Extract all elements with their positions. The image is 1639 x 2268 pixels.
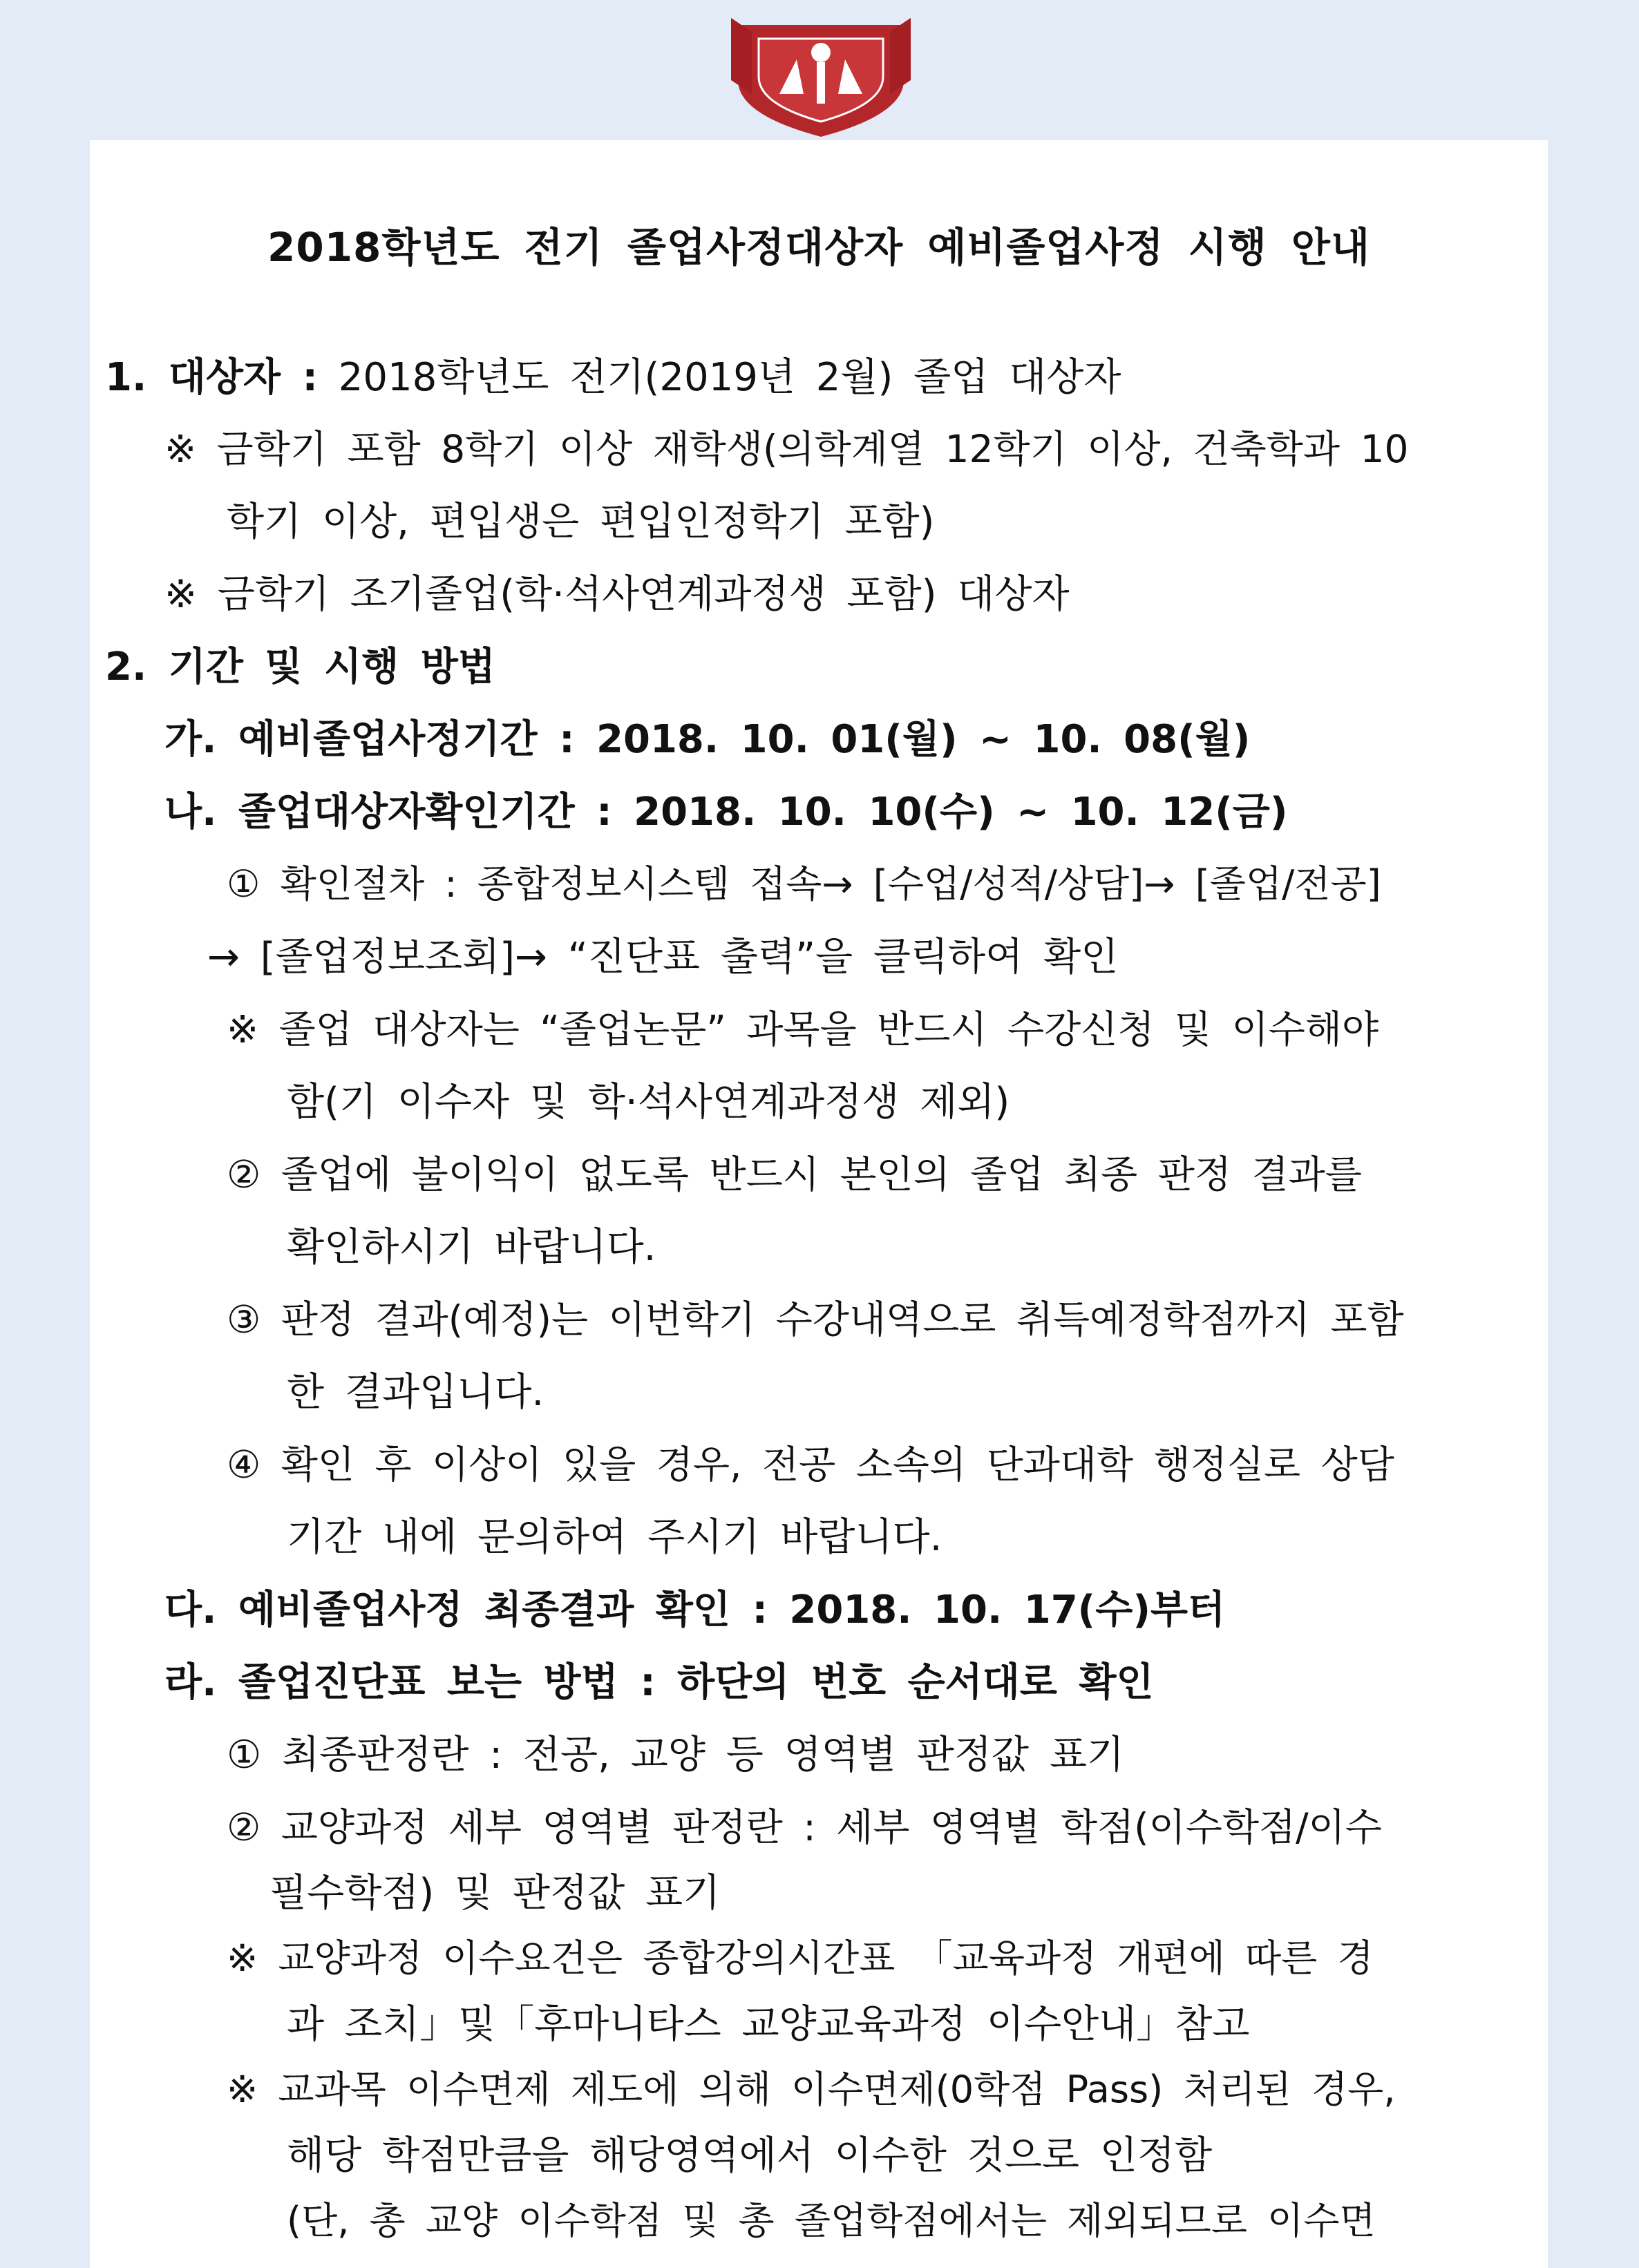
item-na-note-line-1: ※ 졸업 대상자는 “졸업논문” 과목을 반드시 수강신청 및 이수해야	[227, 1007, 1379, 1051]
item-na-3-line-1: ③ 판정 결과(예정)는 이번학기 수강내역으로 취득예정학점까지 포함	[227, 1297, 1404, 1342]
item-ra-note-2-line-2: 해당 학점만큼을 해당영역에서 이수한 것으로 인정함	[287, 2133, 1213, 2178]
item-na-1-line-1: ① 확인절차 : 종합정보시스템 접속→ [수업/성적/상담]→ [졸업/전공]	[227, 862, 1381, 906]
section-2-heading: 2. 기간 및 시행 방법	[105, 645, 495, 689]
section-1-note-1-line-1: ※ 금학기 포함 8학기 이상 재학생(의학계열 12학기 이상, 건축학과 10	[164, 427, 1409, 471]
item-ra-1: ① 최종판정란 : 전공, 교양 등 영역별 판정값 표기	[227, 1733, 1125, 1778]
item-na-4-line-2: 기간 내에 문의하여 주시기 바랍니다.	[287, 1515, 942, 1560]
item-ra-note-1-line-2: 과 조치」및「후마니타스 교양교육과정 이수안내」참고	[287, 2002, 1250, 2047]
item-ra-2-line-2: 필수학점) 및 판정값 표기	[269, 1871, 721, 1916]
item-ra-note-2-line-1: ※ 교과목 이수면제 제도에 의해 이수면제(0학점 Pass) 처리된 경우,	[227, 2068, 1396, 2111]
section-1-note-2: ※ 금학기 조기졸업(학·석사연계과정생 포함) 대상자	[164, 572, 1070, 617]
item-ra-2-line-1: ② 교양과정 세부 영역별 판정란 : 세부 영역별 학점(이수학점/이수	[227, 1805, 1382, 1849]
item-na-3-line-2: 한 결과입니다.	[287, 1370, 544, 1415]
item-ga: 가. 예비졸업사정기간 : 2018. 10. 01(월) ~ 10. 08(월)	[164, 717, 1251, 762]
document-page	[90, 140, 1548, 2268]
item-ra-note-1-line-1: ※ 교양과정 이수요건은 종합강의시간표 「교육과정 개편에 따른 경	[227, 1936, 1374, 1980]
item-da: 다. 예비졸업사정 최종결과 확인 : 2018. 10. 17(수)부터	[164, 1588, 1226, 1632]
item-na-1-line-2: → [졸업정보조회]→ “진단표 출력”을 클릭하여 확인	[207, 935, 1119, 980]
section-1-text: 2018학년도 전기(2019년 2월) 졸업 대상자	[317, 355, 1121, 400]
document-title: 2018학년도 전기 졸업사정대상자 예비졸업사정 시행 안내	[267, 224, 1370, 271]
university-seal-logo	[731, 11, 911, 139]
item-ra-note-2-line-3: (단, 총 교양 이수학점 및 총 졸업학점에서는 제외되므로 이수면	[287, 2199, 1376, 2242]
item-na-note-line-2: 함(기 이수자 및 학·석사연계과정생 제외)	[287, 1080, 1010, 1125]
item-na-4-line-1: ④ 확인 후 이상이 있을 경우, 전공 소속의 단과대학 행정실로 상담	[227, 1442, 1394, 1487]
item-ra: 라. 졸업진단표 보는 방법 : 하단의 번호 순서대로 확인	[164, 1660, 1154, 1705]
section-1-line	[105, 355, 1121, 400]
item-na-2-line-2: 확인하시기 바랍니다.	[287, 1225, 656, 1270]
item-na-2-line-1: ② 졸업에 불이익이 없도록 반드시 본인의 졸업 최종 판정 결과를	[227, 1152, 1362, 1197]
item-na: 나. 졸업대상자확인기간 : 2018. 10. 10(수) ~ 10. 12(금)	[164, 790, 1288, 835]
section-1-note-1-line-2: 학기 이상, 편입생은 편입인정학기 포함)	[227, 499, 935, 544]
section-1-heading: 1. 대상자 :	[105, 355, 318, 400]
